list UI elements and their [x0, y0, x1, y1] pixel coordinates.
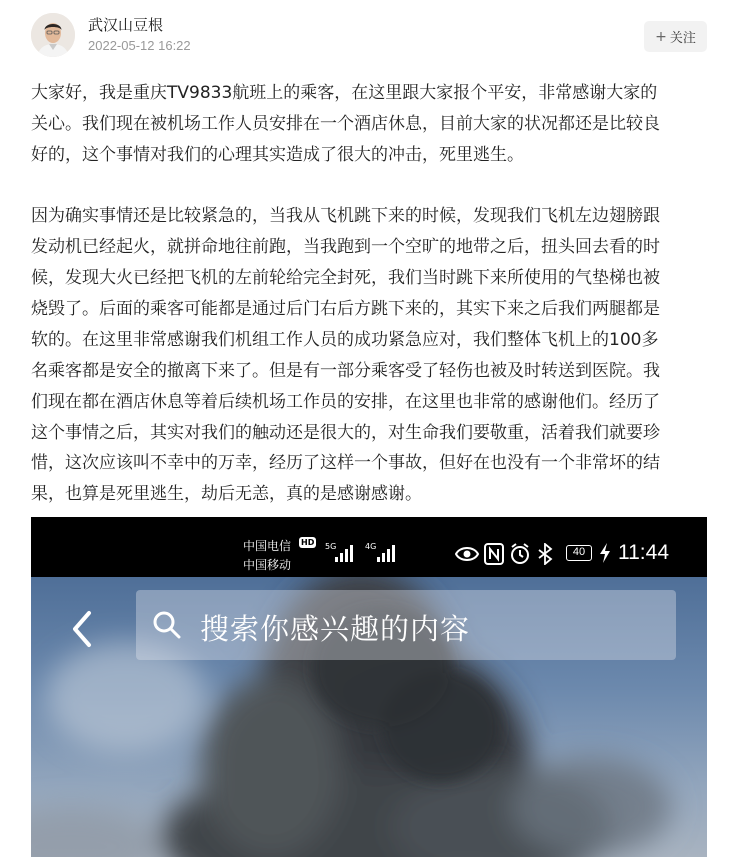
text-line: 名乘客都是安全的撤离下来了。但是有一部分乘客受了轻伤也被及时转送到医院。我 [31, 360, 660, 381]
signal-1-icon [333, 543, 357, 563]
alarm-icon [512, 544, 528, 563]
paragraph-2 [31, 201, 707, 510]
text-line: 果，也算是死里逃生，劫后无恙，真的是感谢感谢。 [31, 484, 422, 505]
status-bar [31, 517, 707, 577]
back-chevron-icon[interactable] [69, 609, 95, 649]
nfc-icon [485, 544, 503, 564]
carrier-2: 中国移动 [243, 558, 292, 572]
author-avatar[interactable] [31, 13, 75, 57]
carrier-1: 中国电信 [243, 539, 292, 553]
bluetooth-icon [539, 544, 551, 564]
signal-1-label: 5G [325, 542, 337, 551]
status-icons [455, 543, 561, 565]
signal-2-label: 4G [365, 542, 377, 551]
post-header [0, 0, 734, 72]
embedded-screenshot[interactable] [31, 517, 707, 857]
text-line: 烧毁了。后面的乘客可能都是通过后门右后方跳下来的，其实下来之后我们两腿都是 [31, 298, 660, 319]
follow-button[interactable] [644, 21, 707, 52]
eye-icon [456, 548, 478, 560]
hd-badge: HD [301, 538, 315, 547]
text-line: 们现在都在酒店休息等着后续机场工作员的安排，在这里也非常的感谢他们。经历了 [31, 391, 660, 412]
article-body [31, 78, 707, 510]
text-line: 这个事情之后，其实对我们的触动还是很大的，对生命我们要敬重，活着我们就要珍 [31, 422, 660, 443]
author-name[interactable]: 武汉山豆根 [88, 16, 164, 34]
text-line: 好的，这个事情对我们的心理其实造成了很大的冲击，死里逃生。 [31, 144, 524, 165]
plus-icon: + [655, 28, 667, 45]
search-icon [152, 610, 182, 640]
follow-label: 关注 [669, 31, 696, 46]
text-line: 发动机已经起火，就拼命地往前跑，当我跑到一个空旷的地带之后，扭头回去看的时 [31, 237, 660, 258]
paragraph-1 [31, 78, 707, 171]
status-clock: 11:44 [618, 541, 669, 564]
signal-2-icon [375, 543, 399, 563]
search-placeholder: 搜索你感兴趣的内容 [200, 612, 471, 646]
text-line: 候，发现大火已经把飞机的左前轮给完全封死，我们当时跳下来所使用的气垫梯也被 [31, 268, 660, 289]
text-line: 关心。我们现在被机场工作人员安排在一个酒店休息，目前大家的状况都还是比较良 [31, 113, 660, 134]
text-line: 大家好，我是重庆TV9833航班上的乘客，在这里跟大家报个平安，非常感谢大家的 [31, 83, 658, 103]
search-bar[interactable] [136, 590, 676, 660]
battery-indicator: 40 [566, 545, 592, 561]
charging-bolt-icon [599, 543, 611, 563]
text-line: 因为确实事情还是比较紧急的，当我从飞机跳下来的时候，发现我们飞机左边翅膀跟 [31, 206, 660, 227]
post-date: 2022-05-12 16:22 [88, 38, 191, 53]
text-line: 惜，这次应该叫不幸中的万幸，经历了这样一个事故，但好在也没有一个非常坏的结 [31, 453, 660, 474]
text-line: 软的。在这里非常感谢我们机组工作人员的成功紧急应对，我们整体飞机上的100多 [31, 329, 659, 350]
